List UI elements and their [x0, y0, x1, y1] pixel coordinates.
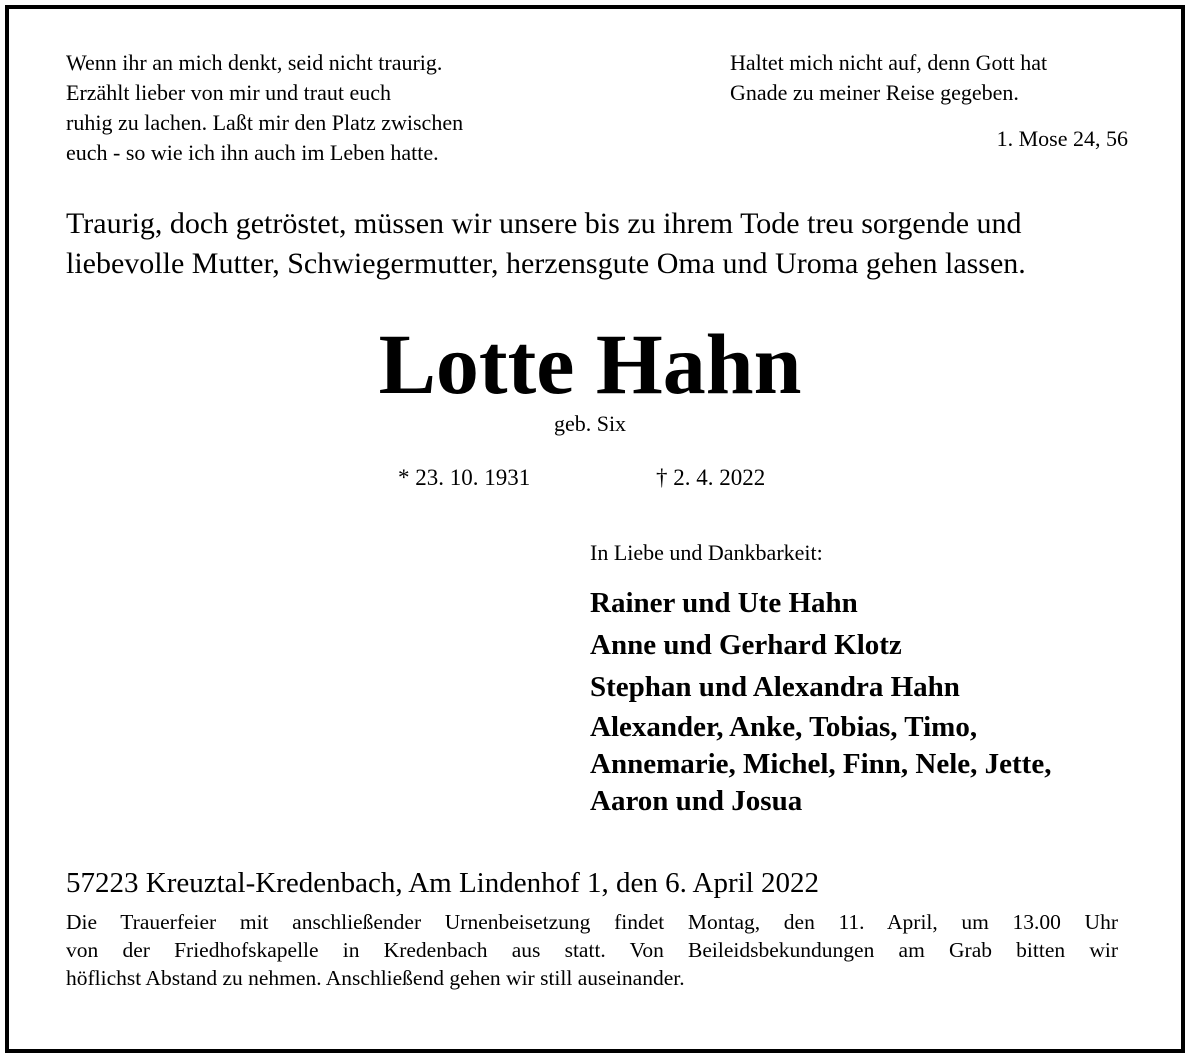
intro-line: Traurig, doch getröstet, müssen wir unsere bis zu ihrem Tode treu sorgende und [66, 207, 1022, 240]
service-notice-line: von der Friedhofskapelle in Kredenbach aus statt. Von Beileidsbekundungen am Grab bitten wir [66, 938, 1118, 962]
service-notice-line: Die Trauerfeier mit anschließender Urnenbeisetzung findet Montag, den 11. April, um 13.00 Uhr [66, 910, 1118, 934]
poem-left-line: euch - so wie ich ihn auch im Leben hatte. [66, 140, 439, 165]
grandchildren-line: Aaron und Josua [590, 785, 803, 817]
grandchildren-line: Alexander, Anke, Tobias, Timo, [590, 711, 978, 743]
grandchildren-line: Annemarie, Michel, Finn, Nele, Jette, [590, 748, 1052, 780]
poem-left-line: Erzählt lieber von mir und traut euch [66, 80, 391, 105]
mourner-family: Stephan und Alexandra Hahn [590, 671, 960, 703]
address-date-line: 57223 Kreuztal-Kredenbach, Am Lindenhof 1, den 6. April 2022 [66, 867, 820, 899]
mourners-list [590, 584, 1150, 819]
birth-date: * 23. 10. 1931 [398, 465, 531, 490]
maiden-name: geb. Six [553, 411, 627, 436]
poem-left-line: Wenn ihr an mich denkt, seid nicht traurig. [66, 50, 443, 75]
service-notice [66, 908, 1118, 992]
mourner-family: Anne und Gerhard Klotz [590, 629, 902, 661]
poem-left [66, 48, 586, 168]
bible-verse-line: Gnade zu meiner Reise gegeben. [730, 80, 1019, 105]
mourner-family: Rainer und Ute Hahn [590, 587, 858, 619]
intro-text [66, 204, 1118, 284]
death-date: † 2. 4. 2022 [656, 465, 766, 490]
bible-verse-source: 1. Mose 24, 56 [996, 126, 1128, 151]
poem-left-line: ruhig zu lachen. Laßt mir den Platz zwischen [66, 110, 464, 135]
mourners-heading: In Liebe und Dankbarkeit: [590, 540, 823, 565]
deceased-name: Lotte Hahn [378, 316, 802, 412]
intro-line: liebevolle Mutter, Schwiegermutter, herzensgute Oma und Uroma gehen lassen. [66, 247, 1026, 280]
service-notice-line: höflichst Abstand zu nehmen. Anschließend gehen wir still auseinander. [66, 966, 685, 990]
bible-verse-line: Haltet mich nicht auf, denn Gott hat [730, 50, 1048, 75]
bible-verse [730, 48, 1114, 108]
